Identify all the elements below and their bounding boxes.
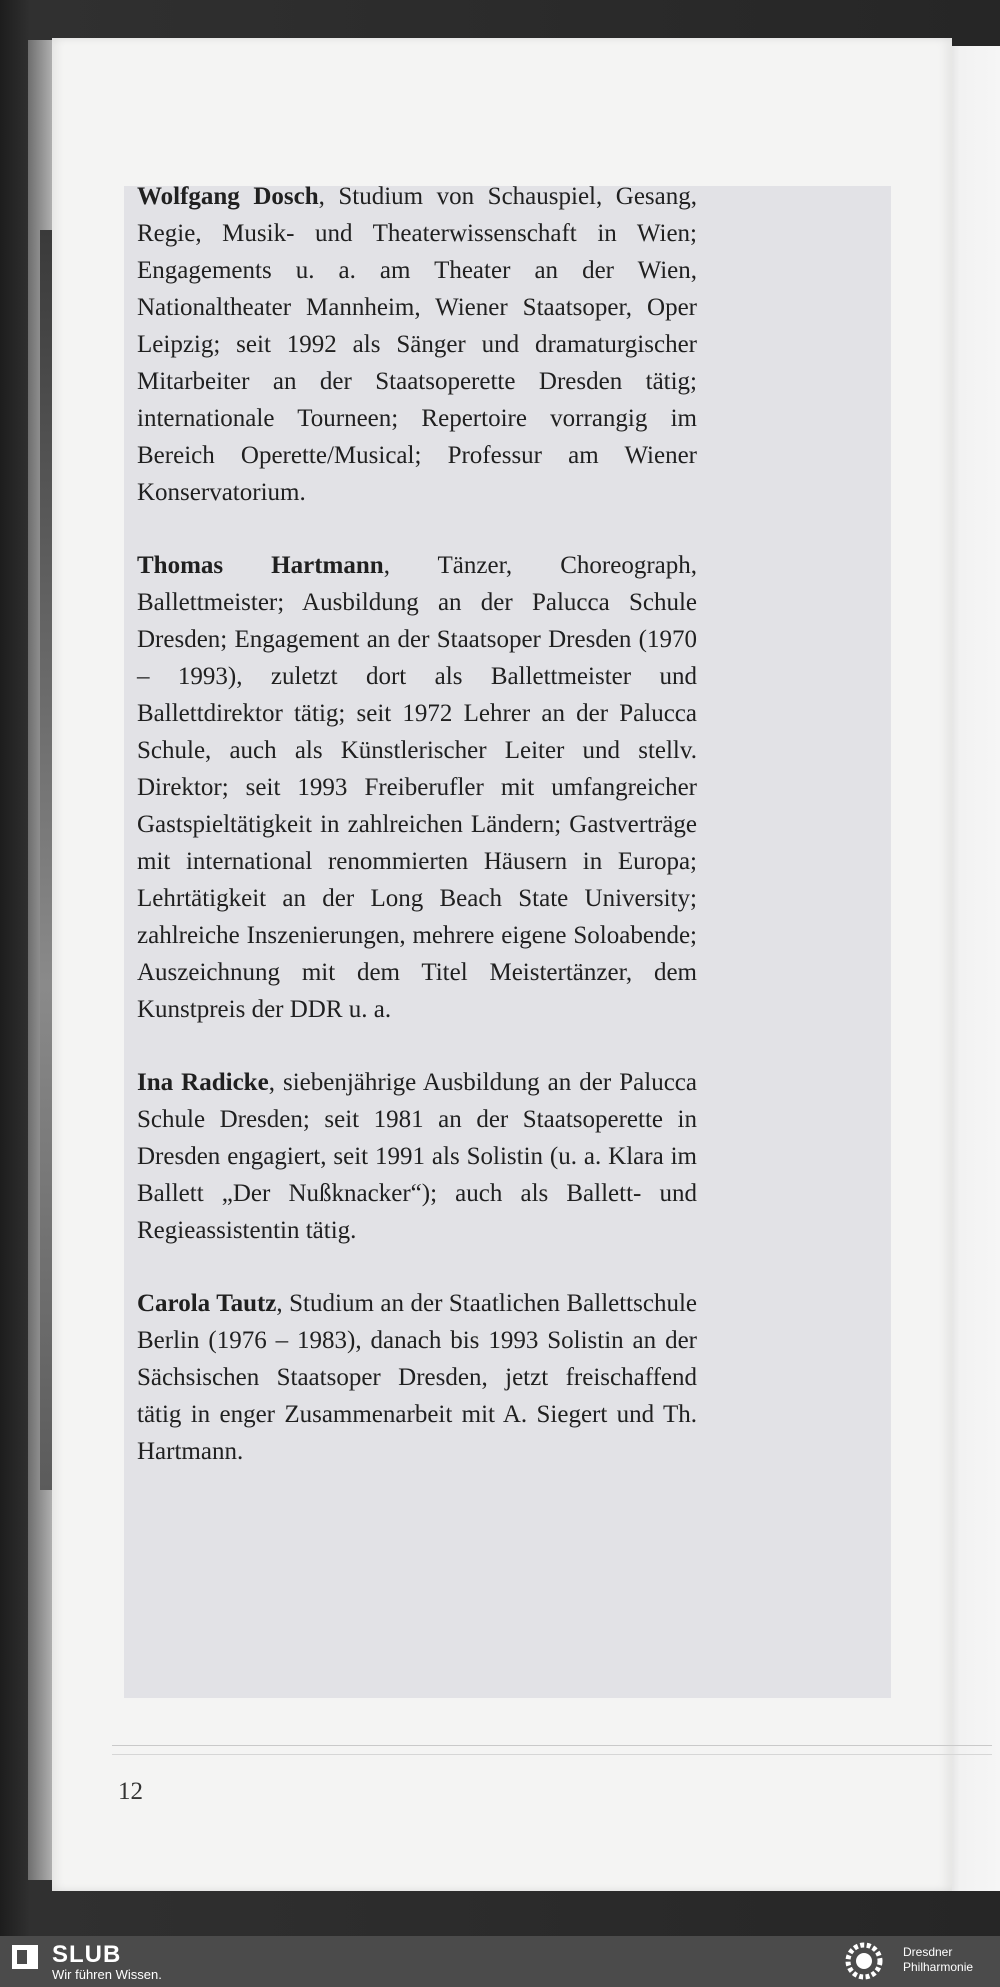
philharmonie-name: [903, 1945, 973, 1975]
page-rule: [112, 1754, 992, 1755]
biography-paragraph: [137, 178, 697, 511]
philharmonie-logo-icon[interactable]: [843, 1940, 885, 1982]
biography-text: , Studium von Schauspiel, Gesang, Regie, Musik- und Theaterwissenschaft in Wien; Engagements u. a. am Theater an der Wien, Nationaltheater Mannheim, Wiener Staatsoper, Oper Leipzig; seit 1992 als Sänger und dramaturgischer Mitarbeiter an der Staatsoperette Dresden tätig; internationale Tourneen; Repertoire vorrangig im Bereich Operette/Musical; Professur am Wiener Konservatorium.: [137, 183, 697, 506]
footer-bar: [0, 1936, 1000, 1987]
slub-logo-icon[interactable]: [12, 1945, 38, 1969]
person-name: Carola Tautz: [137, 1290, 277, 1317]
partner-line-2: Philharmonie: [903, 1960, 974, 1974]
biography-paragraph: [137, 1064, 697, 1249]
person-name: Wolfgang Dosch: [137, 183, 319, 210]
person-name: Thomas Hartmann: [137, 552, 384, 579]
biography-paragraph: [137, 547, 697, 1028]
biography-paragraph: [137, 1285, 697, 1470]
person-name: Ina Radicke: [137, 1069, 269, 1096]
partner-line-1: Dresdner: [903, 1945, 953, 1959]
page-rule: [112, 1745, 992, 1746]
biography-text: , Studium an der Staatlichen Ballettschule Berlin (1976 – 1983), danach bis 1993 Solistin an der Sächsischen Staatsoper Dresden, jetzt freischaffend tätig in enger Zusammenarbeit mit A. Siegert und Th. Hartmann.: [137, 1290, 697, 1465]
brochure-page: [52, 38, 952, 1891]
slub-name[interactable]: SLUB: [52, 1941, 122, 1968]
biography-text: , Tänzer, Choreograph, Ballettmeister; Ausbildung an der Palucca Schule Dresden; Engagement an der Staatsoper Dresden (1970 – 1993), zuletzt dort als Ballettmeister und Ballettdirektor tätig; seit 1972 Lehrer an der Palucca Schule, auch als Künstlerischer Leiter und stellv. Direktor; seit 1993 Freiberufler mit umfangreicher Gastspieltätigkeit in zahlreichen Ländern; Gastverträge mit international renommierten Häusern in Europa; Lehrtätigkeit an der Long Beach State University; zahlreiche Inszenierungen, mehrere eigene Soloabende; Auszeichnung mit dem Titel Meistertänzer, dem Kunstpreis der DDR u. a.: [137, 552, 697, 1023]
biography-column: [137, 178, 697, 1506]
slub-tagline: Wir führen Wissen.: [52, 1967, 162, 1982]
biography-text: , siebenjährige Ausbildung an der Palucca Schule Dresden; seit 1981 an der Staatsoperette in Dresden engagiert, seit 1991 als Solistin (u. a. Klara im Ballett „Der Nußknacker“); auch als Ballett- und Regieassistentin tätig.: [137, 1069, 697, 1244]
page-number: 12: [118, 1778, 143, 1805]
